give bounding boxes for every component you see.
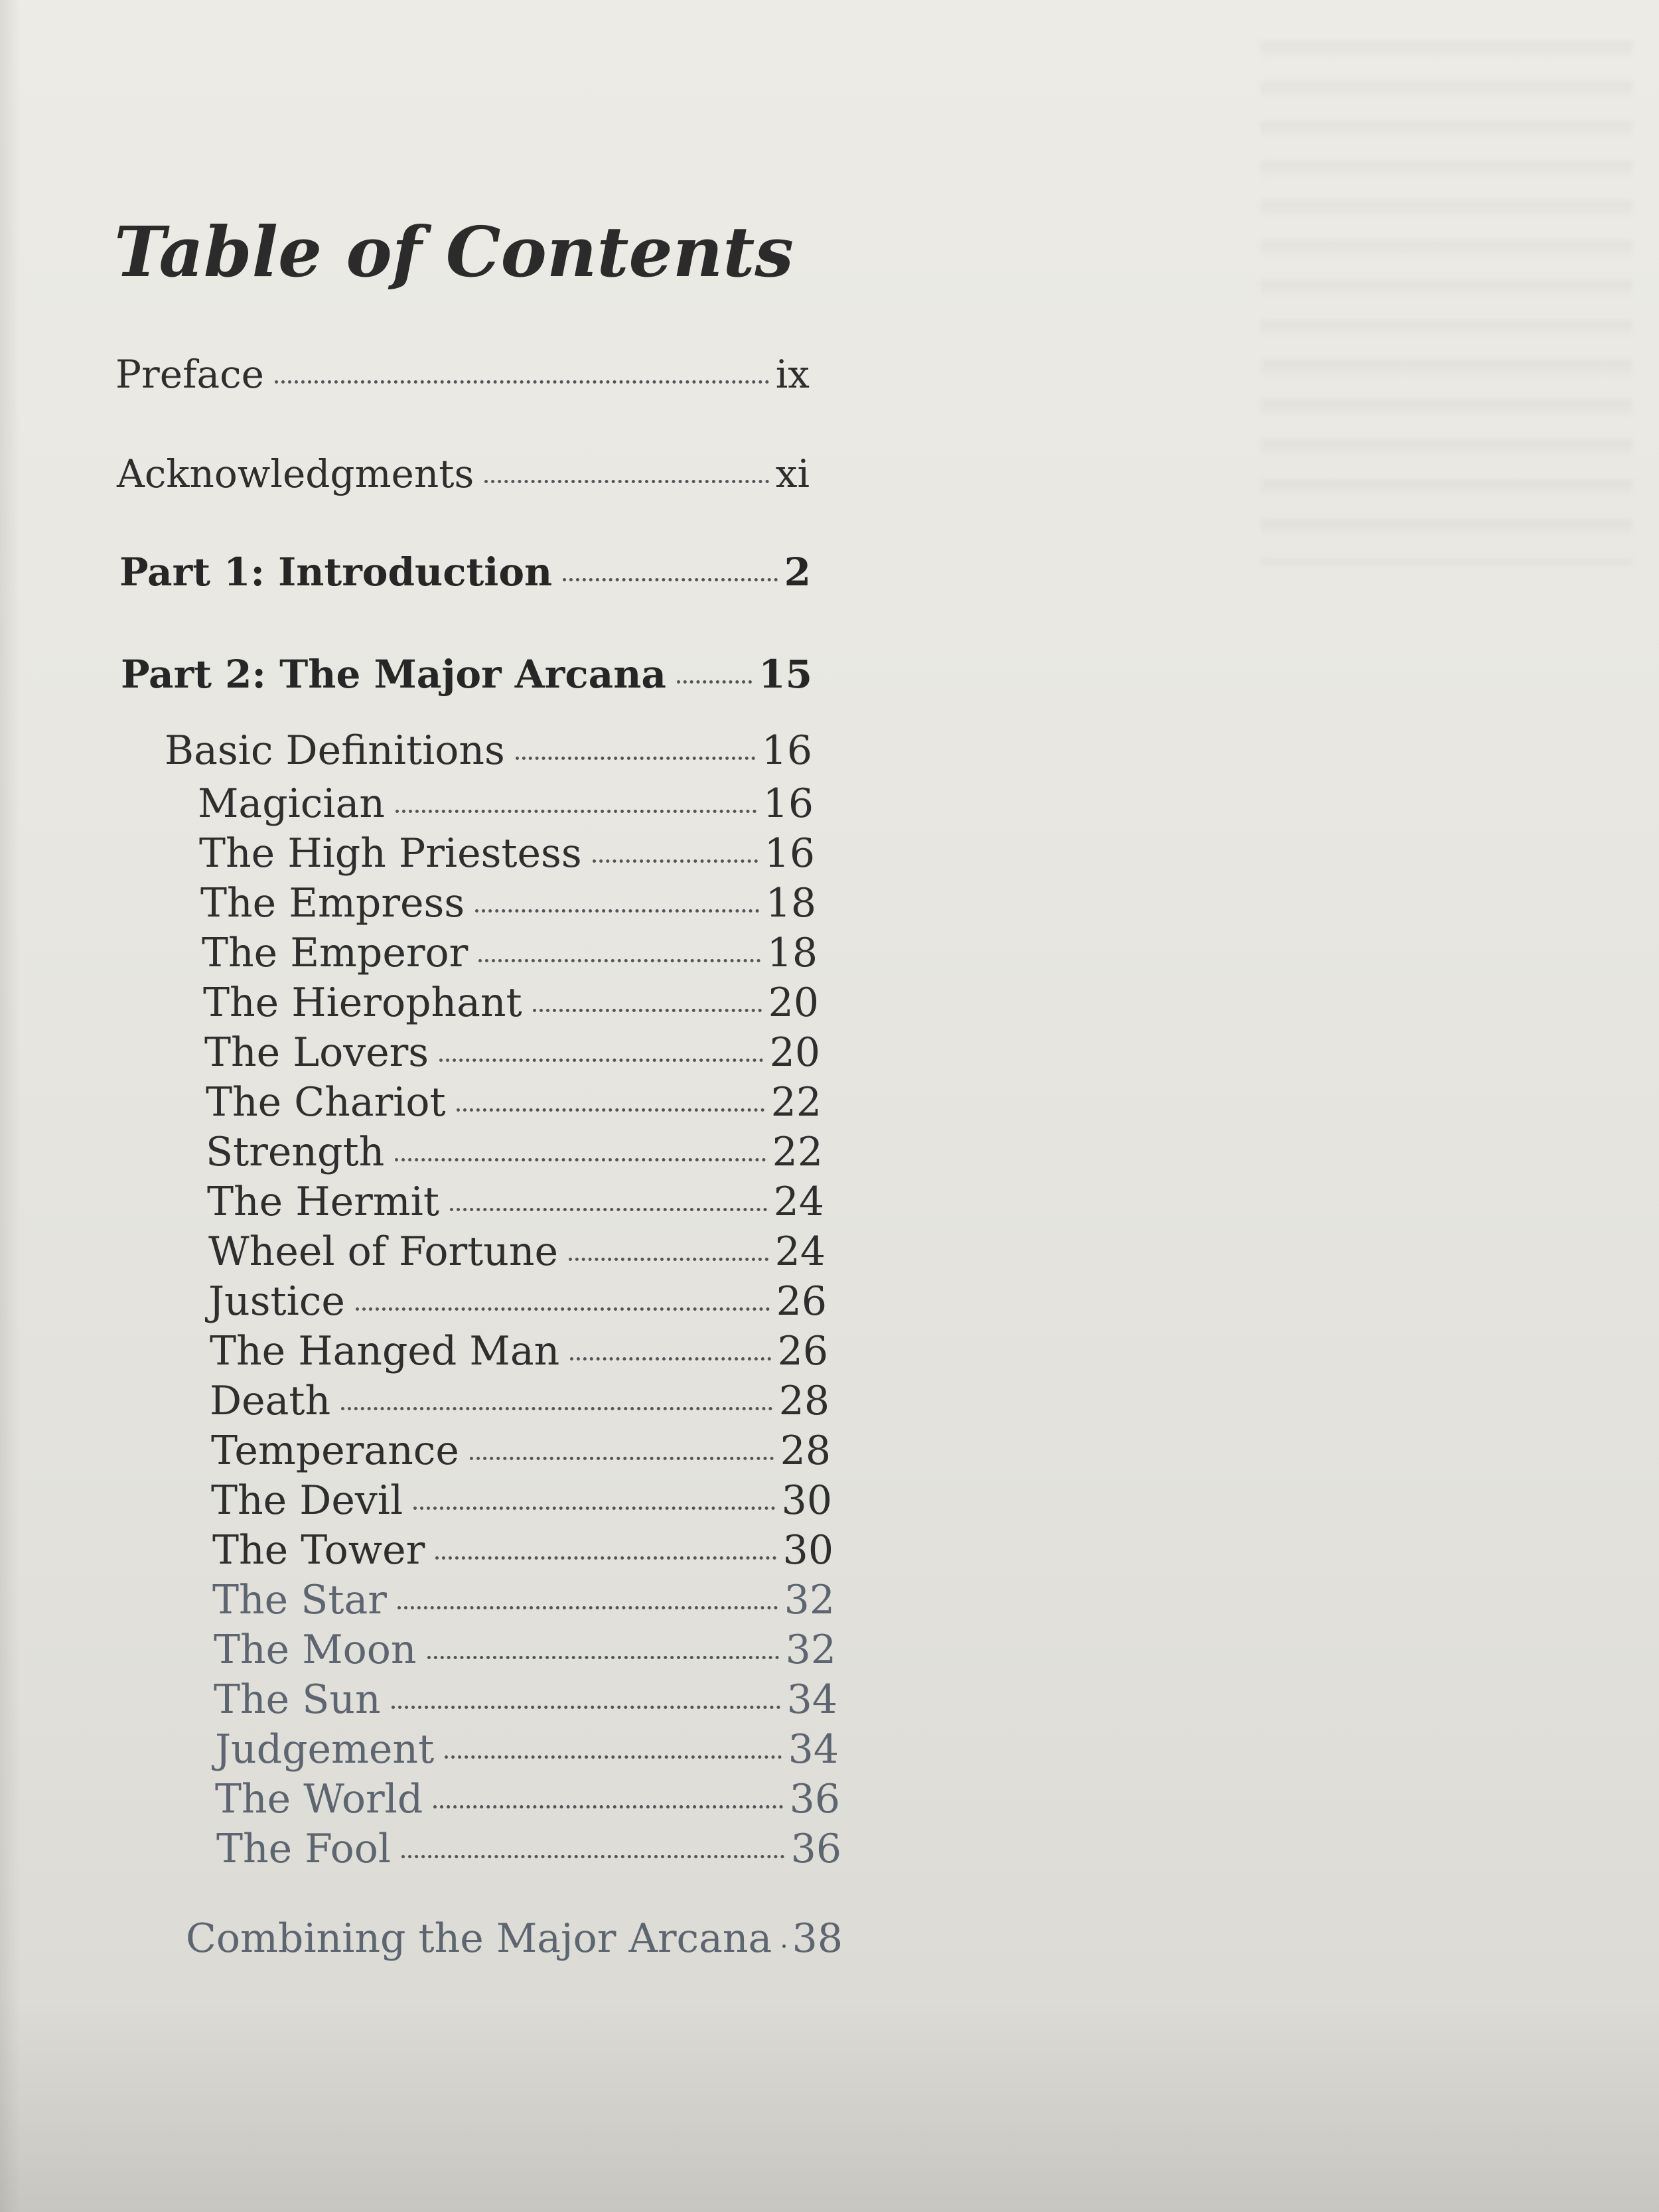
entry-label: Part 1: Introduction [119, 550, 553, 595]
entry-label: Justice [208, 1278, 345, 1325]
dot-leader [341, 1407, 772, 1410]
toc-entry-card [202, 930, 818, 976]
toc-entry-card [214, 1676, 837, 1723]
toc-entry-basic-definitions [165, 727, 812, 774]
entry-page: 16 [764, 830, 815, 877]
entry-page: 28 [780, 1428, 831, 1474]
entry-page: 24 [773, 1179, 824, 1225]
toc-entry-card [208, 1228, 826, 1275]
toc-entry-card [216, 1826, 841, 1872]
entry-label: Part 2: The Major Arcana [121, 652, 666, 697]
entry-label: Death [210, 1378, 331, 1424]
dot-leader [484, 480, 768, 483]
entry-label: Acknowledgments [117, 451, 474, 496]
entry-page: 26 [777, 1328, 828, 1374]
dot-leader [457, 1108, 764, 1112]
toc-entry-card [211, 1477, 832, 1524]
toc-entry-card [212, 1527, 833, 1574]
dot-leader [427, 1656, 779, 1659]
toc-entry-card [208, 1278, 827, 1325]
toc-entry-card [210, 1378, 830, 1424]
entry-label: The Devil [211, 1477, 403, 1524]
entry-label: The Moon [214, 1627, 417, 1673]
entry-label: The Fool [216, 1826, 392, 1872]
toc-entry-card [215, 1726, 839, 1773]
entry-label: Preface [115, 352, 264, 397]
dot-leader [396, 810, 757, 813]
entry-label: The Lovers [204, 1029, 429, 1076]
toc-entry-card [212, 1577, 835, 1623]
toc-entry-card [204, 1029, 820, 1076]
dot-leader [570, 1357, 770, 1361]
dot-leader [356, 1307, 770, 1311]
dot-leader [569, 1258, 768, 1261]
toc-entry-acknowledgments [117, 451, 810, 496]
dot-leader [445, 1755, 781, 1759]
dot-leader [433, 1805, 782, 1808]
dot-leader [563, 578, 777, 581]
entry-page: 18 [765, 880, 816, 926]
toc-entry-card [206, 1079, 822, 1126]
dot-leader [782, 1945, 785, 1948]
toc-entry-part-2 [121, 652, 812, 697]
dot-leader [275, 380, 769, 384]
dot-leader [516, 757, 755, 760]
entry-page: 36 [789, 1776, 840, 1822]
toc-entry-card [211, 1428, 831, 1474]
entry-page: 30 [781, 1477, 832, 1524]
entry-page: ix [775, 352, 810, 397]
entry-page: 32 [784, 1577, 835, 1623]
toc-entry-card [207, 1179, 824, 1225]
entry-page: 30 [782, 1527, 833, 1574]
dot-leader [395, 1158, 765, 1161]
entry-page: 34 [786, 1676, 837, 1723]
entry-page: 20 [769, 1029, 820, 1076]
toc-entry-card [214, 1627, 836, 1673]
dot-leader [593, 859, 758, 863]
entry-label: The Sun [214, 1676, 381, 1723]
entry-label: The Tower [212, 1527, 425, 1574]
entry-label: The Star [212, 1577, 387, 1623]
toc-entry-preface [115, 352, 810, 397]
entry-label: The Hanged Man [210, 1328, 560, 1374]
dot-leader [413, 1507, 775, 1510]
entry-page: 16 [761, 727, 812, 774]
toc-entry-card [198, 780, 814, 827]
dot-leader [392, 1706, 780, 1709]
entry-page: 15 [758, 652, 812, 697]
page-title: Table of Contents [114, 211, 794, 293]
entry-label: The Hierophant [203, 980, 522, 1026]
entry-label: Wheel of Fortune [208, 1228, 559, 1275]
dot-leader [397, 1606, 778, 1609]
toc-entry-combining [186, 1915, 843, 1962]
dot-leader [401, 1855, 784, 1858]
entry-page: xi [775, 451, 810, 496]
dot-leader [478, 959, 760, 962]
dot-leader [439, 1059, 763, 1062]
toc-entry-card [215, 1776, 840, 1822]
entry-page: 22 [772, 1129, 823, 1175]
entry-label: Basic Definitions [165, 727, 505, 774]
toc-entry-card [203, 980, 819, 1026]
toc-entry-card [210, 1328, 828, 1374]
entry-page: 28 [778, 1378, 830, 1424]
entry-page: 38 [792, 1915, 843, 1962]
dot-leader [677, 680, 752, 684]
entry-page: 16 [762, 780, 814, 827]
entry-label: Combining the Major Arcana [186, 1915, 772, 1962]
entry-page: 34 [788, 1726, 839, 1773]
entry-label: Judgement [215, 1726, 435, 1773]
toc-entry-card [206, 1129, 823, 1175]
entry-label: The Chariot [206, 1079, 446, 1126]
dot-leader [533, 1009, 762, 1012]
entry-label: The Emperor [202, 930, 469, 976]
entry-page: 36 [790, 1826, 841, 1872]
entry-label: The World [215, 1776, 423, 1822]
entry-label: The High Priestess [199, 830, 582, 877]
entry-page: 18 [766, 930, 818, 976]
entry-page: 26 [776, 1278, 827, 1325]
entry-page: 20 [768, 980, 819, 1026]
dot-leader [435, 1556, 776, 1560]
entry-page: 24 [774, 1228, 826, 1275]
entry-label: The Hermit [207, 1179, 439, 1225]
toc-entry-card [199, 830, 815, 877]
dot-leader [475, 909, 759, 913]
dot-leader [470, 1457, 774, 1460]
dot-leader [450, 1208, 767, 1211]
entry-page: 32 [785, 1627, 836, 1673]
entry-label: Temperance [211, 1428, 459, 1474]
entry-label: The Empress [200, 880, 465, 926]
toc-entry-part-1 [119, 550, 811, 595]
entry-page: 2 [784, 550, 811, 595]
entry-label: Strength [206, 1129, 385, 1175]
entry-page: 22 [770, 1079, 822, 1126]
entry-label: Magician [198, 780, 386, 827]
toc-entry-card [200, 880, 816, 926]
